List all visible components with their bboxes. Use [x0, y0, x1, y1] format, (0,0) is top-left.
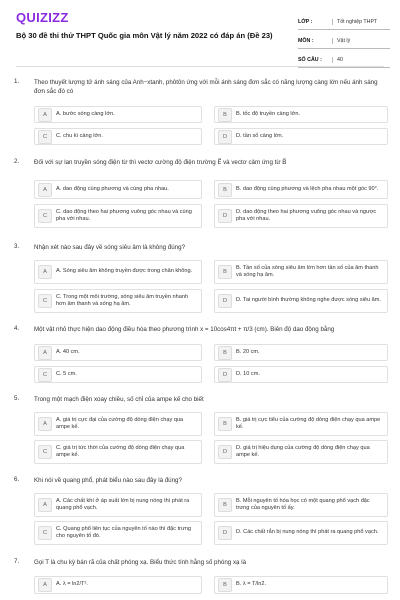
meta-label: MÔN :: [298, 37, 314, 44]
option-a[interactable]: A A. giá trị cực đại của cường độ dòng điện chạy qua ampe kế.: [34, 412, 202, 436]
question-number: 3.: [14, 243, 20, 250]
option-c[interactable]: C C. Quang phổ liên tục của nguyên tố nào thì đặc trưng cho nguyên tố đó.: [34, 521, 202, 545]
option-a[interactable]: A A. bước sóng càng lớn.: [34, 106, 202, 123]
question-text: Gọi T là chu kỳ bán rã của chất phóng xạ. Biểu thức tính hằng số phóng xạ là: [34, 559, 247, 566]
option-c[interactable]: C C. chu kì càng lớn.: [34, 128, 202, 145]
question-number: 4.: [14, 325, 20, 332]
option-b[interactable]: B B. λ = T/ln2.: [214, 576, 388, 594]
question-text: Khi nói về quang phổ, phát biểu nào sau đây là đúng?: [34, 477, 182, 484]
option-c[interactable]: C C. giá trị tức thời của cường độ dòng điện chạy qua ampe kế.: [34, 440, 202, 464]
question-number: 7.: [14, 558, 20, 565]
question-number: 6.: [14, 476, 20, 483]
question-text: Đối với sự lan truyền sóng điện từ thì vectơ cường độ điện trường E⃗ và vectơ cảm ứng từ B⃗: [34, 159, 287, 166]
option-b[interactable]: B B. dao động cùng phương và lệch pha nhau một góc 90°.: [214, 180, 388, 199]
option-a[interactable]: A A. dao động cùng phương và cùng pha nhau.: [34, 180, 202, 199]
option-a[interactable]: A A. Các chất khí ở áp suất lớn bị nung nóng thì phát ra quang phổ vạch.: [34, 493, 202, 517]
option-d[interactable]: D D. Các chất rắn bị nung nóng thì phát ra quang phổ vạch.: [214, 521, 388, 545]
option-d[interactable]: D D. tần số càng lớn.: [214, 128, 388, 145]
question-text: Nhận xét nào sau đây về sóng siêu âm là không đúng?: [34, 244, 186, 251]
header-divider: [16, 66, 384, 67]
option-c[interactable]: C C. dao động theo hai phương vuông góc nhau và cùng pha với nhau.: [34, 204, 202, 228]
option-b[interactable]: B B. tốc độ truyền càng lớn.: [214, 106, 388, 123]
option-a[interactable]: A A. Sóng siêu âm không truyền được trong chân không.: [34, 260, 202, 284]
option-b[interactable]: B B. Tần số của sóng siêu âm lớn hơn tần số của âm thanh và sóng hạ âm.: [214, 260, 388, 284]
worksheet-header: [0, 0, 400, 64]
option-d[interactable]: D D. giá trị hiệu dụng của cường độ dòng điện chạy qua ampe kế.: [214, 440, 388, 464]
option-c[interactable]: C C. Trong một môi trường, sóng siêu âm truyền nhanh hơn âm thanh và sóng hạ âm.: [34, 289, 202, 313]
option-a[interactable]: A A. 40 cm.: [34, 344, 202, 361]
option-b[interactable]: B B. giá trị cực tiểu của cường độ dòng điện chạy qua ampe kế.: [214, 412, 388, 436]
question-text: Theo thuyết lượng tử ánh sáng của Anh−xtanh, phôtôn ứng với mỗi ánh sáng đơn sắc có năng lượng càng lớn nếu ánh sáng đơn sắc đó có: [34, 79, 378, 95]
option-b[interactable]: B B. 20 cm.: [214, 344, 388, 361]
option-d[interactable]: D D. 10 cm.: [214, 366, 388, 383]
question-text: Một vật nhỏ thực hiện dao động điều hòa theo phương trình x = 10cos4πt + π/3 (cm). Biên độ dao động bằng: [34, 326, 335, 333]
meta-value: 40: [332, 57, 390, 63]
question-text: Trong một mạch điện xoay chiều, số chỉ của ampe kế cho biết: [34, 396, 204, 403]
option-c[interactable]: C C. 5 cm.: [34, 366, 202, 383]
meta-value: Tốt nghiệp THPT: [332, 19, 390, 25]
question-number: 5.: [14, 395, 20, 402]
meta-row-class: [298, 14, 390, 30]
meta-label: LỚP :: [298, 18, 313, 25]
meta-label: SỐ CÂU :: [298, 56, 322, 63]
option-d[interactable]: D D. dao động theo hai phương vuông góc nhau và ngược pha với nhau.: [214, 204, 388, 228]
meta-row-subject: [298, 33, 390, 49]
question-number: 2.: [14, 158, 20, 165]
question-number: 1.: [14, 78, 20, 85]
page-title: Bộ 30 đề thi thử THPT Quốc gia môn Vật lý năm 2022 có đáp án (Đề 23): [16, 31, 273, 40]
meta-value: Vật lý: [332, 38, 390, 44]
quizizz-logo: QUIZIZZ: [16, 10, 69, 25]
option-d[interactable]: D D. Tai người bình thường không nghe được sóng siêu âm.: [214, 289, 388, 313]
option-b[interactable]: B B. Mỗi nguyên tố hóa học có một quang phổ vạch đặc trưng của nguyên tố ấy.: [214, 493, 388, 517]
option-a[interactable]: A A. λ = ln2/T².: [34, 576, 202, 594]
meta-table: [298, 14, 390, 71]
